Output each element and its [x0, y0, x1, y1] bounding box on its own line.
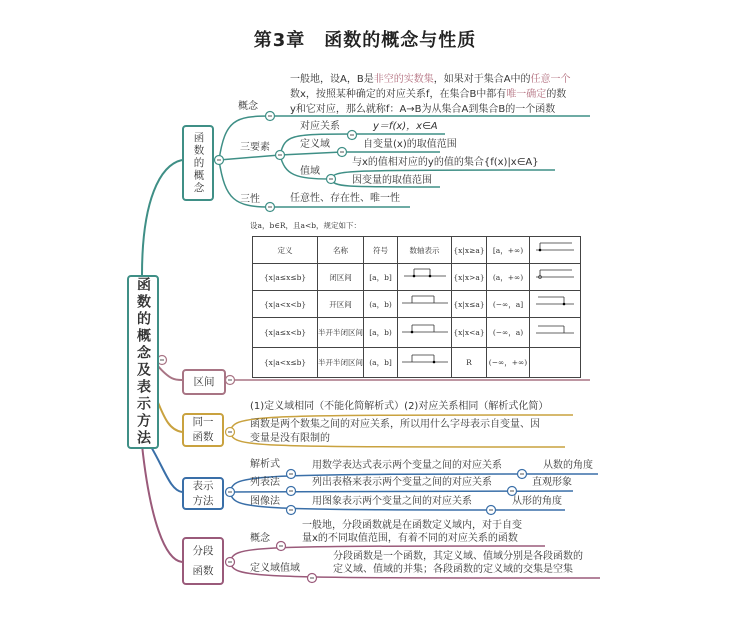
- text-cell: 半开半闭区间: [318, 318, 364, 348]
- text-cell: {x|a≤x≤b}: [253, 264, 318, 291]
- piecewise-concept-label: 概念: [250, 533, 270, 544]
- text-cell: 的数: [546, 89, 567, 100]
- method-note: 从形的角度: [512, 496, 562, 507]
- text-cell: (a，b): [364, 291, 398, 318]
- text-cell: 半开半闭区间: [318, 348, 364, 378]
- text-cell: 一般地，设A，B是: [290, 74, 374, 85]
- table-row: [253, 264, 581, 291]
- piecewise-domain-label: 定义域值域: [250, 563, 300, 574]
- text-cell: [a，b): [364, 318, 398, 348]
- text-cell: {x|x>a}: [452, 264, 487, 291]
- text-cell: {x|x<a}: [452, 318, 487, 348]
- text-cell: 数x，按照某种确定的对应关系f，在集合B中都有: [290, 89, 507, 100]
- table-row: [253, 291, 581, 318]
- branch-function-concept[interactable]: [182, 125, 214, 201]
- text-cell: {x|a<x<b}: [253, 291, 318, 318]
- branch-interval[interactable]: [182, 369, 226, 395]
- piecewise-domain-line-1: 分段函数是一个函数，其定义域、值域分别是各段函数的: [333, 551, 583, 562]
- correspondence-value: y＝f(x)，x∈A: [373, 121, 438, 132]
- axis-cell: [398, 291, 452, 318]
- piecewise-concept-line-1: 一般地，分段函数就是在函数定义域内，对于自变: [302, 520, 522, 531]
- header-cell: 符号: [364, 237, 398, 264]
- header-cell: {x|x≥a}: [452, 237, 487, 264]
- method-label: 图像法: [250, 496, 280, 507]
- table-row: [253, 318, 581, 348]
- text-cell: [a，b]: [364, 264, 398, 291]
- text-cell: 任意一个: [530, 74, 571, 85]
- method-desc: 用图象表示两个变量之间的对应关系: [312, 496, 472, 507]
- axis-cell: [530, 237, 581, 264]
- method-label: 列表法: [250, 477, 280, 488]
- same-function-condition: (1)定义域相同（不能化简解析式）(2)对应关系相同（解析式化简）: [250, 401, 549, 412]
- axis-cell: [398, 348, 452, 378]
- root-node[interactable]: [127, 275, 159, 449]
- text-cell: (−∞，a): [487, 318, 530, 348]
- node-domain: 定义域: [300, 139, 330, 150]
- method-label: 解析式: [250, 459, 280, 470]
- root-label: 函数的概念及表示方法: [135, 277, 151, 447]
- axis-cell: [398, 318, 452, 348]
- same-function-note-1: 函数是两个数集之间的对应关系，所以用什么字母表示自变量、因: [250, 419, 540, 430]
- branch-label: 分段函数: [192, 545, 214, 577]
- interval-table: [252, 236, 581, 378]
- branch-same-function[interactable]: [182, 413, 224, 447]
- text-cell: (a，b]: [364, 348, 398, 378]
- branch-label: 函数的概念: [192, 131, 205, 195]
- piecewise-concept-line-2: 量x的不同取值范围，有着不同的对应关系的函数: [302, 533, 518, 544]
- table-caption: 设a，b∈R，且a<b，规定如下：: [250, 221, 362, 230]
- header-cell: 数轴表示: [398, 237, 452, 264]
- axis-cell: [530, 291, 581, 318]
- node-three-elements: 三要素: [240, 142, 270, 153]
- page-title: 第3章 函数的概念与性质: [253, 30, 477, 51]
- branch-label: 同一函数: [192, 416, 214, 443]
- branch-label: 区间: [193, 375, 215, 388]
- branch-piecewise[interactable]: [182, 537, 224, 585]
- node-correspondence: 对应关系: [300, 121, 340, 132]
- definition-line-3: y和它对应，那么就称f：A→B为从集合A到集合B的一个函数: [290, 104, 556, 115]
- method-note: 从数的角度: [543, 460, 593, 471]
- method-desc: 列出表格来表示两个变量之间的对应关系: [312, 477, 492, 488]
- text-cell: {x|a<x≤b}: [253, 348, 318, 378]
- text-cell: (−∞，+∞): [487, 348, 530, 378]
- axis-cell: [398, 264, 452, 291]
- header-cell: [a，+∞): [487, 237, 530, 264]
- text-cell: (a，+∞): [487, 264, 530, 291]
- branch-representation[interactable]: [182, 477, 224, 510]
- range-value-1: 与x的值相对应的y的值的集合{f(x)|x∈A}: [352, 157, 539, 168]
- header-cell: 名称: [318, 237, 364, 264]
- header-cell: 定义: [253, 237, 318, 264]
- text-cell: 唯一确定: [506, 89, 547, 100]
- axis-cell: [530, 318, 581, 348]
- empty-cell: [530, 348, 581, 378]
- text-cell: (−∞，a]: [487, 291, 530, 318]
- text-cell: 闭区间: [318, 264, 364, 291]
- text-cell: R: [452, 348, 487, 378]
- range-value-2: 因变量的取值范围: [352, 175, 432, 186]
- text-cell: {x|x≤a}: [452, 291, 487, 318]
- branch-label: 表示方法: [192, 479, 214, 507]
- same-function-note-2: 变量是没有限制的: [250, 433, 330, 444]
- text-cell: {x|a≤x<b}: [253, 318, 318, 348]
- table-row: [253, 348, 581, 378]
- method-desc: 用数学表达式表示两个变量之间的对应关系: [312, 460, 502, 471]
- three-properties-value: 任意性、存在性、唯一性: [290, 193, 400, 204]
- definition-line-1: [290, 74, 571, 86]
- method-note: 直观形象: [532, 477, 572, 488]
- piecewise-domain-line-2: 定义域、值域的并集；各段函数的定义域的交集是空集: [333, 564, 573, 575]
- node-three-properties: 三性: [240, 194, 260, 205]
- node-range: 值域: [300, 166, 320, 177]
- text-cell: ，如果对于集合A中的: [433, 74, 531, 85]
- text-cell: 开区间: [318, 291, 364, 318]
- axis-cell: [530, 264, 581, 291]
- node-definition: 概念: [238, 101, 258, 112]
- domain-value: 自变量(x)的取值范围: [363, 139, 457, 150]
- definition-line-2: [290, 89, 566, 101]
- text-cell: 非空的实数集: [373, 74, 434, 85]
